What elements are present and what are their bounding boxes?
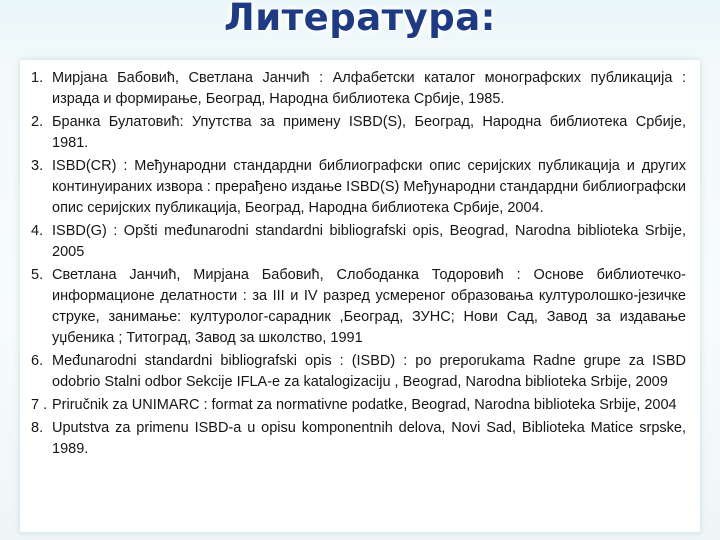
reference-item <box>31 418 686 460</box>
reference-number: 3. <box>31 158 44 174</box>
reference-list <box>20 60 700 460</box>
reference-text: Светлана Јанчић, Мирјана Бабовић, Слободанка Тодоровић : Основе библиотечко-информационе делатности : за III и IV разред усмереног образовања културолошко-језичке струке, занимање: културолог-сарадник ,Београд, ЗУНС; Нови Сад, Завод за издавање уџбеника ; Титоград, Завод за школство, 1991 <box>52 267 686 346</box>
reference-item <box>31 395 686 416</box>
reference-number: 1. <box>31 70 44 86</box>
reference-item <box>31 68 686 110</box>
reference-item <box>31 351 686 393</box>
reference-item <box>31 221 686 263</box>
reference-text: Мирјана Бабовић, Светлана Јанчић : Алфабетски каталог монографских публикација : израда и формирање, Београд, Народна библиотека Србије, 1985. <box>52 70 686 107</box>
reference-text: Priručnik za UNIMARC : format za normativne podatke, Beograd, Narodna biblioteka Srbije, 2004 <box>52 397 677 413</box>
reference-text: ISBD(G) : Opšti međunarodni standardni bibliografski opis, Beograd, Narodna biblioteka Srbije, 2005 <box>52 223 686 260</box>
reference-number: 2. <box>31 114 44 130</box>
content-box <box>20 60 700 532</box>
reference-item <box>31 112 686 154</box>
reference-item <box>31 265 686 349</box>
reference-item <box>31 156 686 219</box>
reference-text: ISBD(CR) : Међународни стандардни библиографски опис серијских публикација и других континуираних извора : прерађено издање ISBD(S) Међународни стандардни библиографски опис серијских публикација, Београд, Народна библиотека Србије, 2004. <box>52 158 686 216</box>
slide-title: Литература: <box>224 0 496 39</box>
reference-text: Međunarodni standardni bibliografski opis : (ISBD) : po preporukama Radne grupe za ISBD odobrio Stalni odbor Sekcije IFLA-e za katalogizaciju , Beograd, Narodna biblioteka Srbije, 2009 <box>52 353 686 390</box>
reference-text: Бранка Булатовић: Упутства за примену ISBD(S), Београд, Народна библиотека Србије, 1981. <box>52 114 686 151</box>
reference-number: 7 . <box>31 397 48 413</box>
title-area <box>0 0 720 56</box>
reference-number: 5. <box>31 267 44 283</box>
reference-number: 4. <box>31 223 44 239</box>
reference-number: 8. <box>31 420 44 436</box>
reference-number: 6. <box>31 353 44 369</box>
reference-text: Uputstva za primenu ISBD-a u opisu komponentnih delova, Novi Sad, Biblioteka Matice srpske, 1989. <box>52 420 686 457</box>
